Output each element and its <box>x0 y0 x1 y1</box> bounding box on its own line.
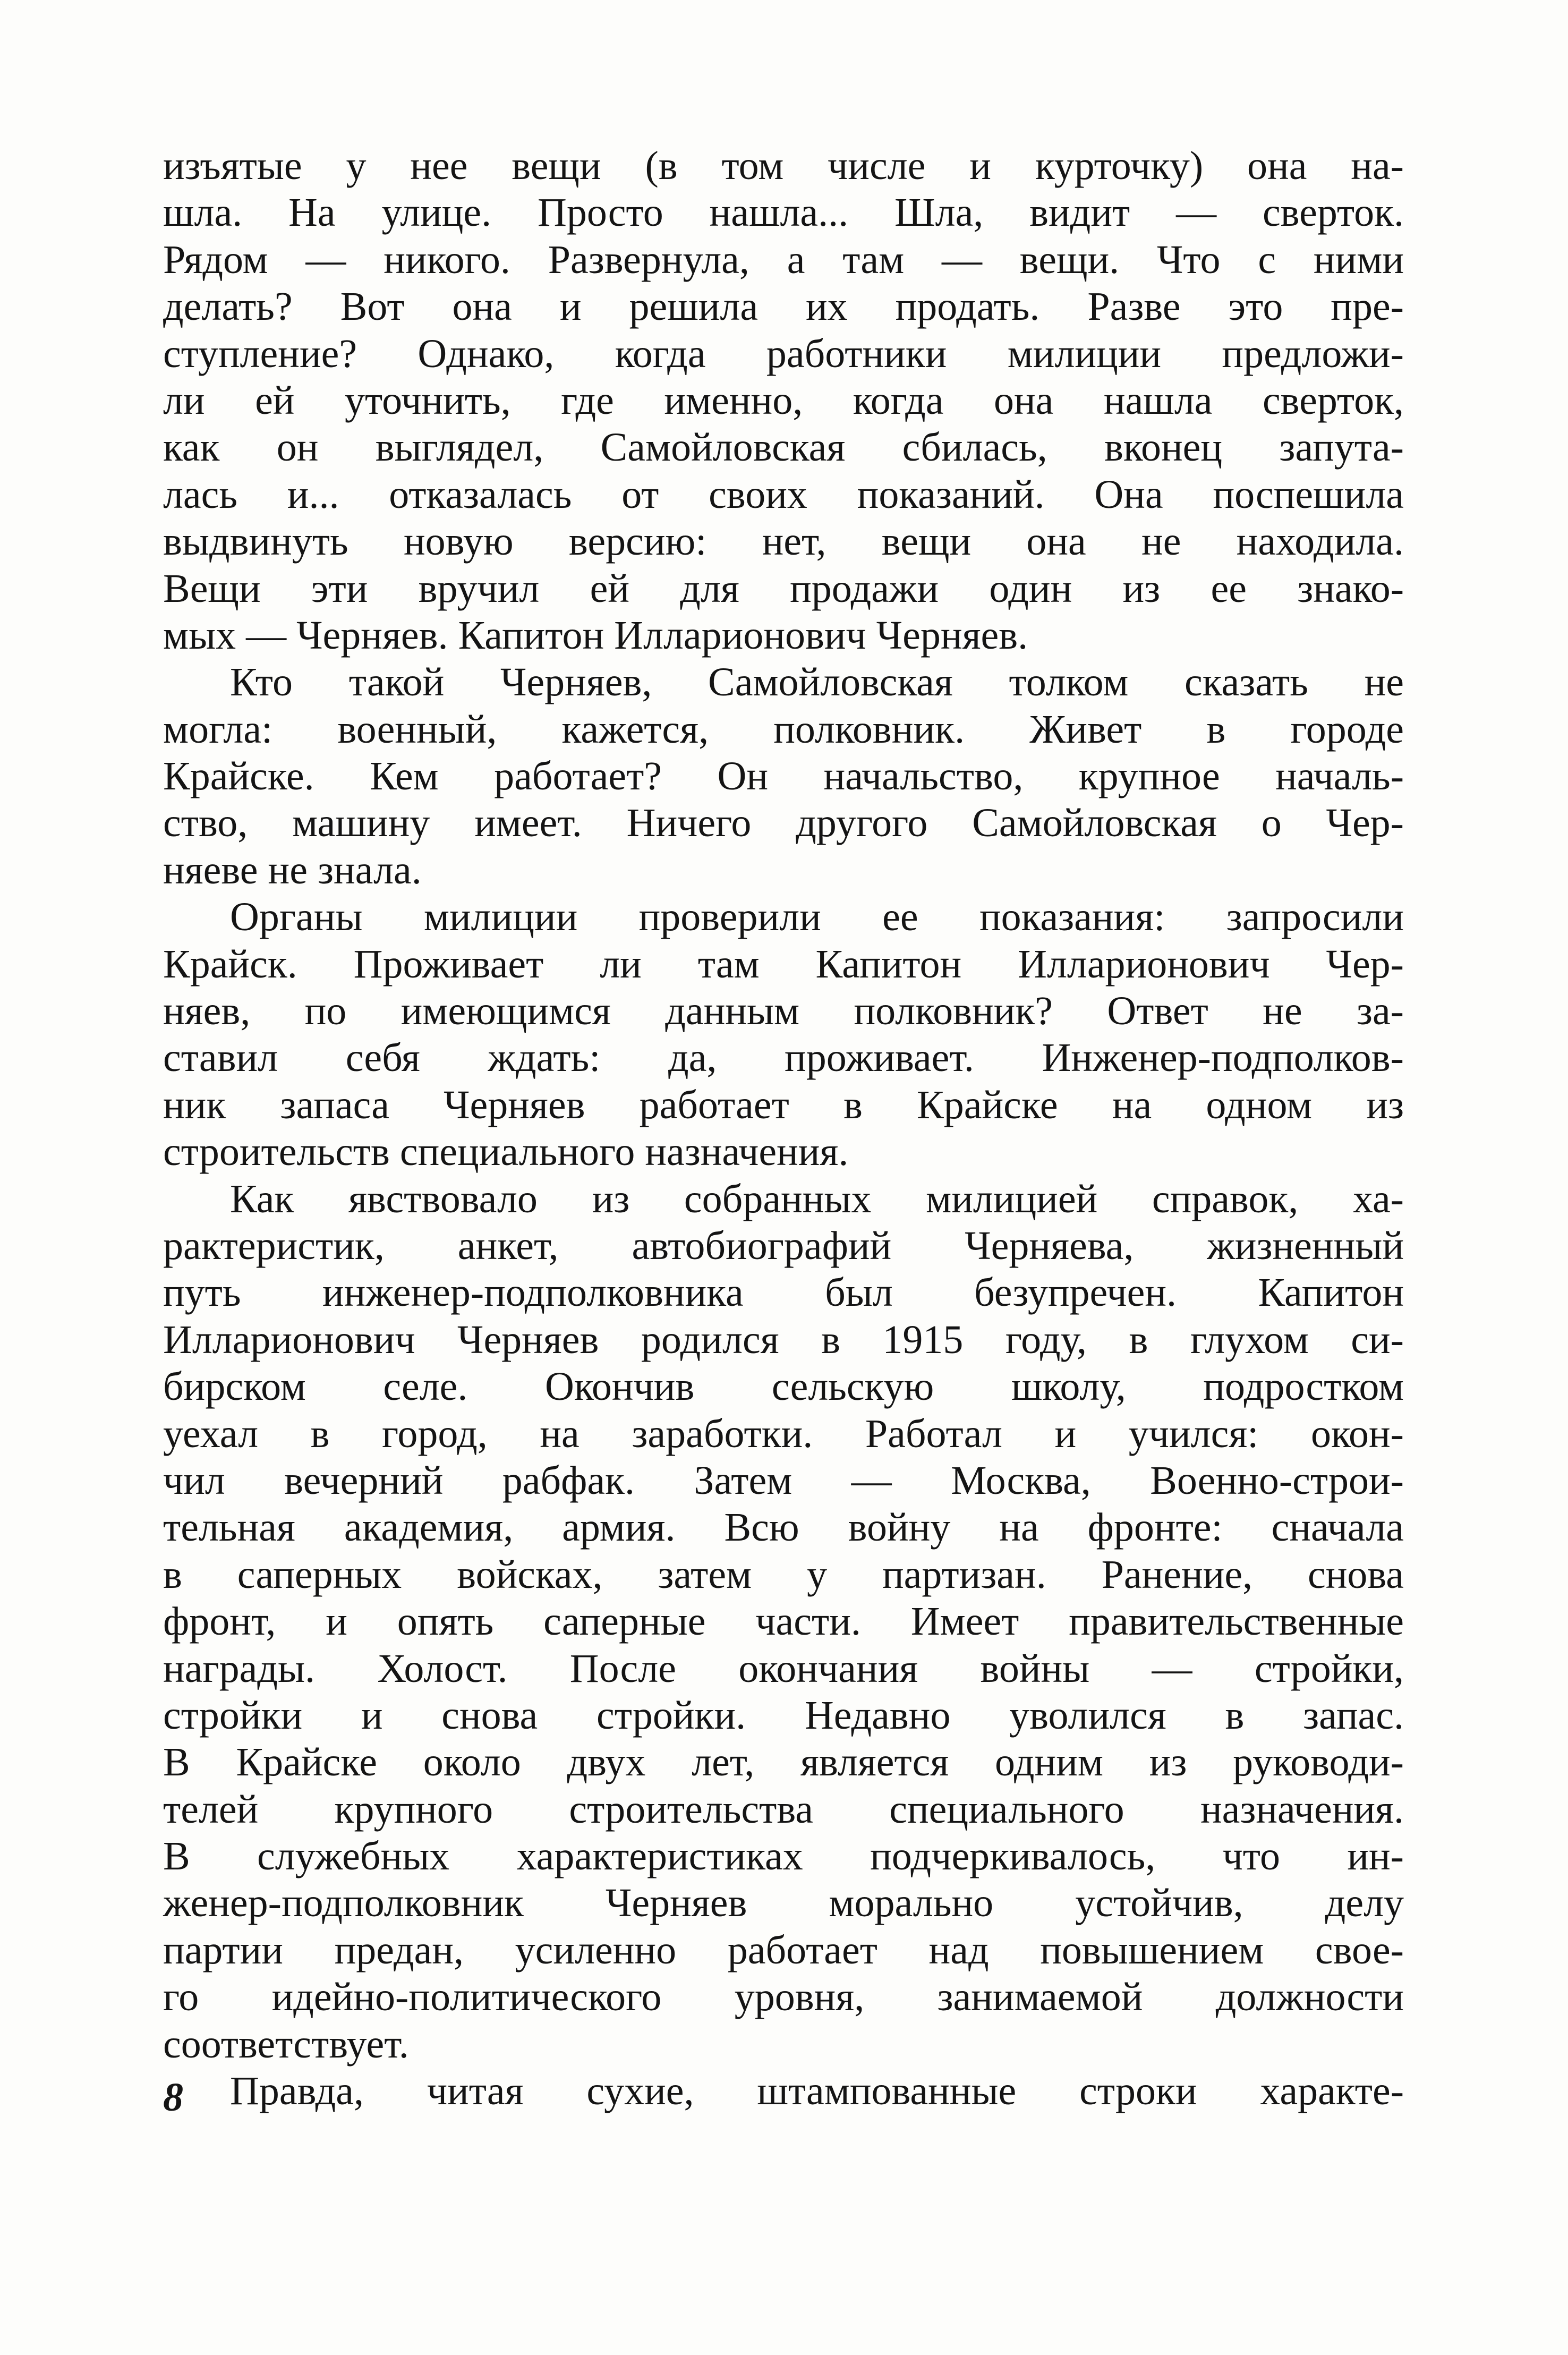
text-line: могла: военный, кажется, полковник. Живет в городе <box>163 707 1404 752</box>
text-line: няев, по имеющимся данным полковник? Ответ не за- <box>163 989 1404 1034</box>
text-line: ник запаса Черняев работает в Крайске на одном из <box>163 1082 1404 1127</box>
text-line: В служебных характеристиках подчеркивалось, что ин- <box>163 1834 1404 1879</box>
text-line: Правда, читая сухие, штампованные строки характе- <box>230 2069 1404 2114</box>
text-line: Как явствовало из собранных милицией справок, ха- <box>230 1176 1404 1221</box>
paragraph <box>163 659 1404 894</box>
text-line: делать? Вот она и решила их продать. Разве это пре- <box>163 284 1404 329</box>
text-line: мых — Черняев. Капитон Илларионович Черняев. <box>163 613 1028 658</box>
text-line: чил вечерний рабфак. Затем — Москва, Военно-строи- <box>163 1458 1404 1503</box>
text-line: соответствует. <box>163 2021 409 2067</box>
paragraph <box>163 142 1404 659</box>
paragraph <box>163 2068 1404 2114</box>
text-line: выдвинуть новую версию: нет, вещи она не находила. <box>163 519 1404 564</box>
text-line: фронт, и опять саперные части. Имеет правительственные <box>163 1599 1404 1644</box>
page-number: 8 <box>163 2075 183 2120</box>
text-line: шла. На улице. Просто нашла... Шла, видит — сверток. <box>163 190 1404 235</box>
text-line: В Крайске около двух лет, является одним из руководи- <box>163 1740 1404 1785</box>
text-line: изъятые у нее вещи (в том числе и курточку) она на- <box>163 143 1404 188</box>
text-line: партии предан, усиленно работает над повышением свое- <box>163 1927 1404 1973</box>
text-line: путь инженер-подполковника был безупречен. Капитон <box>163 1270 1404 1315</box>
text-line: ли ей уточнить, где именно, когда она нашла сверток, <box>163 378 1404 423</box>
text-line: Кто такой Черняев, Самойловская толком сказать не <box>230 660 1404 705</box>
text-line: бирском селе. Окончив сельскую школу, подростком <box>163 1364 1404 1409</box>
text-line: Крайск. Проживает ли там Капитон Илларионович Чер- <box>163 941 1404 987</box>
text-line: Крайске. Кем работает? Он начальство, крупное началь- <box>163 754 1404 799</box>
paragraph <box>163 1176 1404 2068</box>
text-line: няеве не знала. <box>163 847 422 892</box>
text-line: телей крупного строительства специального назначения. <box>163 1787 1404 1832</box>
text-line: лась и... отказалась от своих показаний. Она поспешила <box>163 472 1404 517</box>
text-line: Рядом — никого. Развернула, а там — вещи. Что с ними <box>163 237 1404 282</box>
text-line: Органы милиции проверили ее показания: запросили <box>230 895 1404 940</box>
text-line: ство, машину имеет. Ничего другого Самойловская о Чер- <box>163 801 1404 846</box>
text-line: Илларионович Черняев родился в 1915 году, в глухом си- <box>163 1317 1404 1362</box>
text-line: ступление? Однако, когда работники милиции предложи- <box>163 331 1404 376</box>
text-line: го идейно-политического уровня, занимаемой должности <box>163 1975 1404 2020</box>
text-line: строительств специального назначения. <box>163 1129 849 1175</box>
text-line: тельная академия, армия. Всю войну на фронте: сначала <box>163 1505 1404 1550</box>
body-text <box>163 142 1404 2114</box>
text-line: как он выглядел, Самойловская сбилась, вконец запута- <box>163 425 1404 470</box>
paragraph <box>163 894 1404 1175</box>
text-line: уехал в город, на заработки. Работал и учился: окон- <box>163 1411 1404 1456</box>
text-line: награды. Холост. После окончания войны — стройки, <box>163 1646 1404 1691</box>
text-line: Вещи эти вручил ей для продажи один из ее знако- <box>163 566 1404 611</box>
text-line: в саперных войсках, затем у партизан. Ранение, снова <box>163 1552 1404 1597</box>
text-line: ставил себя ждать: да, проживает. Инженер-подполков- <box>163 1035 1404 1081</box>
text-line: рактеристик, анкет, автобиографий Черняева, жизненный <box>163 1223 1404 1268</box>
text-line: женер-подполковник Черняев морально устойчив, делу <box>163 1881 1404 1926</box>
text-line: стройки и снова стройки. Недавно уволился в запас. <box>163 1693 1404 1738</box>
